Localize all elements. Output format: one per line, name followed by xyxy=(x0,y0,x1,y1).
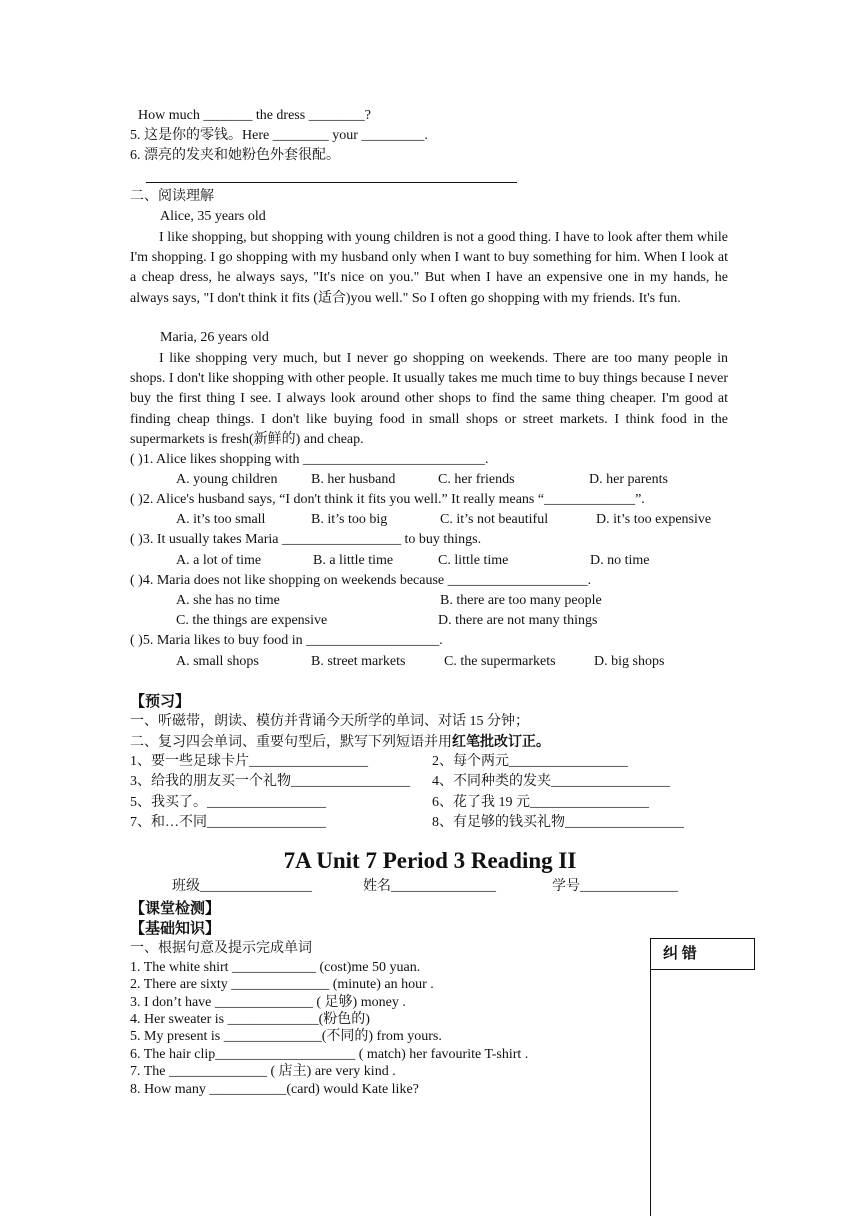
task-heading: 一、根据句意及提示完成单词 xyxy=(130,941,312,956)
question-1-option-a: A. young children xyxy=(176,472,278,487)
question-3-stem: ( )3. It usually takes Maria _________________ to buy things. xyxy=(130,532,482,547)
answer-line xyxy=(146,182,517,183)
phrase-item: 6、花了我 19 元_________________ xyxy=(432,795,649,810)
basic-heading: 【基础知识】 xyxy=(130,919,221,937)
question-4-stem: ( )4. Maria does not like shopping on weekends because ____________________. xyxy=(130,573,592,588)
name-field: 姓名_______________ xyxy=(363,879,496,894)
question-4-line: How much _______ the dress ________? xyxy=(138,108,371,123)
correction-box-header xyxy=(650,938,755,970)
fill-item: 6. The hair clip____________________ ( match) her favourite T-shirt . xyxy=(130,1047,529,1062)
question-2-option-d: D. it’s too expensive xyxy=(596,512,712,527)
question-5-option-c: C. the supermarkets xyxy=(444,654,556,669)
correction-label: 纠 错 xyxy=(663,946,697,962)
page-title: 7A Unit 7 Period 3 Reading II xyxy=(283,848,577,873)
question-5-option-d: D. big shops xyxy=(594,654,665,669)
phrase-item: 1、要一些足球卡片_________________ xyxy=(130,754,368,769)
question-1-option-b: B. her husband xyxy=(311,472,396,487)
question-2-option-b: B. it’s too big xyxy=(311,512,388,527)
test-heading: 【课堂检测】 xyxy=(130,899,221,917)
maria-passage: I like shopping very much, but I never go shopping on weekends. There are too many people in shops. I don't like shopping with other people. It usually takes me much time to buy things because I never buy the first thing I see. I always look around other shops to find the same thing cheaper. I'm good at finding cheap things. I don't like buying food in small shops or street markets. I think food in the supermarkets is fresh(新鲜的) and cheap. xyxy=(130,351,728,447)
fill-item: 4. Her sweater is _____________(粉色的) xyxy=(130,1012,370,1027)
fill-item: 2. There are sixty ______________ (minute) an hour . xyxy=(130,977,434,992)
preview-line-2 xyxy=(130,733,550,752)
question-1-stem: ( )1. Alice likes shopping with __________________________. xyxy=(130,452,489,467)
question-1-option-d: D. her parents xyxy=(589,472,668,487)
fill-item: 1. The white shirt ____________ (cost)me 50 yuan. xyxy=(130,960,421,975)
question-2-option-a: A. it’s too small xyxy=(176,512,266,527)
question-2-option-c: C. it’s not beautiful xyxy=(440,512,549,527)
phrase-item: 7、和…不同_________________ xyxy=(130,815,326,830)
preview-line-2-text: 二、复习四会单词、重要句型后，默写下列短语并用 xyxy=(130,735,452,750)
fill-item: 3. I don’t have ______________ ( 足够) money . xyxy=(130,995,406,1010)
fill-item: 5. My present is ______________(不同的) from yours. xyxy=(130,1029,442,1044)
preview-line-1: 一、听磁带，朗读、模仿并背诵今天所学的单词、对话 15 分钟； xyxy=(130,714,529,729)
preview-heading: 【预习】 xyxy=(130,692,191,710)
phrase-item: 5、我买了。_________________ xyxy=(130,795,326,810)
question-3-option-b: B. a little time xyxy=(313,553,394,568)
phrase-item: 2、每个两元_________________ xyxy=(432,754,628,769)
phrase-item: 3、给我的朋友买一个礼物_________________ xyxy=(130,774,410,789)
fill-item: 8. How many ___________(card) would Kate like? xyxy=(130,1082,419,1097)
class-field: 班级________________ xyxy=(172,879,312,894)
question-5-stem: ( )5. Maria likes to buy food in ___________________. xyxy=(130,633,443,648)
question-2-stem: ( )2. Alice's husband says, “I don't think it fits you well.” It really means “_____________”. xyxy=(130,492,645,507)
question-4-option-d: D. there are not many things xyxy=(438,613,598,628)
question-3-option-a: A. a lot of time xyxy=(176,553,262,568)
question-4-option-b: B. there are too many people xyxy=(440,593,602,608)
question-5-option-a: A. small shops xyxy=(176,654,259,669)
maria-heading: Maria, 26 years old xyxy=(160,330,269,345)
question-1-option-c: C. her friends xyxy=(438,472,515,487)
preview-line-2-emphasis: 红笔批改订正。 xyxy=(452,734,550,750)
question-3-option-d: D. no time xyxy=(590,553,650,568)
number-field: 学号______________ xyxy=(552,879,678,894)
phrase-item: 4、不同种类的发夹_________________ xyxy=(432,774,670,789)
reading-heading: 二、阅读理解 xyxy=(130,189,214,204)
alice-heading: Alice, 35 years old xyxy=(160,209,266,224)
alice-passage: I like shopping, but shopping with young children is not a good thing. I have to look after them while I'm shopping. I go shopping with my husband only when I want to buy something for him. When I look at a cheap dress, he always says, "It's nice on you." But when I have an expensive one in my hands, he always says, "I don't think it fits (适合)you well." So I often go shopping with my friends. It's fun. xyxy=(130,230,728,306)
question-6-line: 6. 漂亮的发夹和她粉色外套很配。 xyxy=(130,148,340,163)
question-4-option-c: C. the things are expensive xyxy=(176,613,328,628)
question-5-option-b: B. street markets xyxy=(311,654,406,669)
phrase-item: 8、有足够的钱买礼物_________________ xyxy=(432,815,684,830)
correction-column-line xyxy=(650,968,651,1216)
question-3-option-c: C. little time xyxy=(438,553,509,568)
question-4-option-a: A. she has no time xyxy=(176,593,280,608)
question-5-line: 5. 这是你的零钱。Here ________ your _________. xyxy=(130,128,428,143)
fill-item: 7. The ______________ ( 店主) are very kind . xyxy=(130,1064,396,1079)
